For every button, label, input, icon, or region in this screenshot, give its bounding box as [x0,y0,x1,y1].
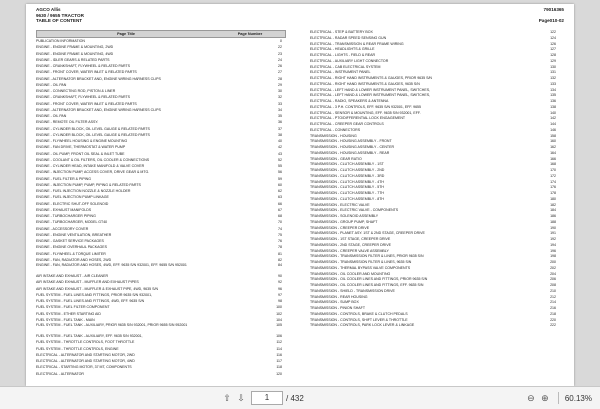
toc-entry-page: 38 [278,132,282,137]
zoom-out-icon[interactable]: ⊖ [527,392,535,403]
toc-entry-page: 191 [550,231,556,236]
toc-entry-page: 190 [550,225,556,230]
toc-entry-page: 131 [550,70,556,75]
toc-entry-title: TRANSMISSION - ELECTRIC VALVE [310,202,370,207]
toc-entry-page: 160 [550,139,556,144]
toc-entry-title: ENGINE - CONNECTING ROD, PISTON & LINER [36,89,116,93]
toc-entry-title: ENGINE - CYLINDER BLOCK, OIL LEVEL GAUGE & RELATED PARTS [36,126,150,131]
toc-entry-page: 68 [278,214,282,218]
toc-entry-title: ENGINE - ACCESSORY COVER [36,226,89,231]
section-title: TABLE OF CONTENT [36,18,83,24]
toc-entry-page: 136 [550,99,556,103]
column-header-number: Page Number [237,32,263,36]
toc-entry-title: TRANSMISSION - REAR HOUSING [310,294,368,299]
toc-entry-page: 188 [550,219,556,224]
header-left [36,7,84,24]
toc-entry-title: TRANSMISSION - PLANET ASY. 1ST & 2ND STAGE, CREEPER DRIVE [310,231,425,236]
toc-entry-page: 196 [550,248,556,253]
toc-entry-title: ENGINE - FLYWHEEL HOUSING & ENGINE MOUNTING [36,139,128,143]
toc-entry-title: ENGINE - ENGINE FRAME & MOUNTING, 4WD [36,51,114,56]
toc-entry-page: 92 [278,280,282,285]
toc-entry-page: 158 [550,133,556,138]
toc-entry-title: TRANSMISSION - TRANSMISSION FILTER & LINES, 9635 S/N [310,260,412,264]
toc-entry-title: ENGINE - TURBOCHARGER, MODEL GT40 [36,220,108,225]
toc-entry-page: 184 [550,208,556,213]
toc-entry-title: AIR INTAKE AND EXHAUST - MUFFLER & EXHAUST PIPE, 4WD, 9635 S/N [36,286,159,291]
toc-entry-title: AIR INTAKE AND EXHAUST - MUFFLER AND EXHAUST PIPES [36,280,139,285]
toc-entry-title: TRANSMISSION - CLUTCH ASSEMBLY - 1ST [310,162,384,167]
toc-entry-title: ENGINE - OIL PAN [36,82,67,87]
toc-entry-title: FUEL SYSTEM - FUEL TANK - AUXILIARY, EFF. 9635 S/N 932001, [36,334,143,338]
toc-entry-page: 0 [280,39,282,43]
toc-entry-page: 33 [278,101,282,106]
toc-entry-title: TRANSMISSION - CLUTCH ASSEMBLY - 7TH [310,191,384,195]
header-right [539,7,564,24]
toc-entry-page: 84 [278,263,282,267]
toc-entry-title: ELECTRICAL - AUXILIARY LIGHT CONNECTOR [310,58,389,63]
toc-entry-title: TRANSMISSION - SHIELD - TRANSMISSION DRIVE [310,288,395,293]
toc-entry-title: ENGINE - FAN DRIVE, THERMOSTAT & WATER PUMP [36,145,126,150]
toc-entry-title: ENGINE - INJECTION PUMP, PUMP, PIPING & RELATED PARTS [36,182,141,187]
toc-entry-title: ENGINE - ALTERNATOR BRACKET AND, ENGINE WIRING HARNESS CLIPS [36,107,161,112]
toc-entry-title: TRANSMISSION - HOUSING ASSEMBLY - REAR [310,150,390,155]
toc-entry-page: 24 [278,57,282,62]
toc-entry-title: ENGINE - ELECTRIC SHUT-OFF SOLENOID [36,201,109,206]
toc-entry-title: ELECTRICAL - STARTING MOTOR, 37 MT, COMPONENTS [36,365,132,370]
toc-entry-title: ELECTRICAL - RIGHT HAND INSTRUMENTS & GAUGES, PRIOR 9635 S/N [310,76,432,80]
toc-entry-page: 40 [278,139,282,143]
toc-entry-page: 192 [550,237,556,241]
toc-entry-page: 98 [278,299,282,303]
toc-entry-title: TRANSMISSION - CREEPER VALVE ASSEMBLY [310,248,389,253]
toc-entry-page: 116 [276,352,282,357]
toc-entry-title: ENGINE - FLYWHEEL & TORQUE LIMITER [36,251,106,256]
toc-entry-title: ENGINE - IDLER GEARS & RELATED PARTS [36,57,110,62]
toc-entry-page: 178 [550,191,556,195]
toc-entry-page: 133 [550,81,556,86]
toc-entry-title: ELECTRICAL - CAB ELECTRICAL SYSTEM [310,64,381,69]
toc-entry-title: TRANSMISSION - CLUTCH ASSEMBLY - 5TH [310,185,384,190]
toc-entry-page: 127 [550,47,556,52]
toc-entry-title: ELECTRICAL - STEP & BATTERY BOX [310,30,373,34]
toc-entry-title: FUEL SYSTEM - FUEL LINES AND FITTINGS, 4WD, EFF. 9635 S/N [36,299,145,303]
toc-entry-title: ENGINE - CRANKSHAFT, FLYWHEEL & RELATED PARTS [36,64,131,68]
toc-entry-page: 220 [550,317,556,322]
toc-row[interactable] [36,263,286,273]
toc-entry-title: TRANSMISSION - GROUP PUMP, SHAFT [310,219,378,224]
toc-entry-page: 102 [276,311,282,316]
toc-entry-title: ELECTRICAL - CREEPER GEAR CONTROLS [310,122,384,126]
toc-entry-title: ELECTRICAL - 3 P.H. CONTROLS, EFF. 9635 S/N 932001, EFF. 9655 [310,104,421,109]
toolbar-divider [558,392,559,404]
toc-entry-page: 214 [550,300,556,305]
toc-entry-page: 105 [276,323,282,327]
pdf-page [26,4,574,386]
toc-entry-page: 28 [278,76,282,81]
toc-entry-page: 174 [550,179,556,184]
toc-entry-page: 170 [550,168,556,172]
toc-entry-title: TRANSMISSION - ELECTRIC VALVE - COMPONENTS [310,208,399,213]
toc-entry-page: 104 [276,317,282,322]
toc-entry-page: 75 [278,232,282,237]
toc-entry-page: 134 [550,87,556,92]
toc-entry-title: ENGINE - ENGINE VENTILATION, BREATHER [36,232,112,237]
toc-entry-title: TRANSMISSION - OIL COOLER AND MOUNTING [310,271,391,276]
toc-entry-title: FUEL SYSTEM - FUEL TANK - MAIN [36,317,95,322]
toc-entry-title: TRANSMISSION - CLUTCH ASSEMBLY - 2ND [310,168,385,172]
toc-entry-title: TRANSMISSION - 1ST STAGE, CREEPER DRIVE [310,237,391,241]
toc-row[interactable] [36,323,286,333]
toc-entry-title: ENGINE - COOLANT & OIL FILTERS, OIL COOLER & CONNECTIONS [36,157,150,162]
toc-entry-page: 142 [550,116,556,121]
toc-entry-page: 128 [550,53,556,57]
toc-entry-page: 198 [550,254,556,259]
page-down-icon[interactable]: ⇩ [237,392,245,403]
toc-entry-title: ELECTRICAL - RADAR SPEED SENSING GUN [310,35,387,40]
toc-entry-page: 76 [278,239,282,243]
toc-entry-page: 106 [276,334,282,338]
toc-entry-title: TRANSMISSION - TRANSMISSION FILTER & LINES, PRIOR 9635 S/N [310,254,424,259]
toc-entry-page: 67 [278,207,282,212]
toc-entry-title: ENGINE - REMOTE OIL FILTER ASSY. [36,120,99,125]
toc-entry-title: ELECTRICAL - ALTERNATOR AND STARTING MOTOR, 2WD [36,352,135,357]
page-total: / 432 [286,393,304,403]
toc-entry-title: FUEL SYSTEM - FUEL FILTER COMPONENT [36,305,110,310]
toc-entry-page: 200 [550,260,556,264]
toc-entry-page: 126 [550,41,556,46]
toc-entry-page: 202 [550,265,556,270]
toc-entry-title: ENGINE - FUEL FILTER & PIPING [36,176,91,181]
toc-entry-title: TRANSMISSION - PINION SHAFT [310,306,365,310]
toc-entry-title: ENGINE - CYLINDER HEAD, INTAKE MANIFOLD & VALVE COVER [36,164,145,168]
toc-entry-title: ENGINE - FAN, RADIATOR AND HOSES, 2WD [36,257,112,262]
toc-entry-title: TRANSMISSION - CREEPER DRIVE [310,225,370,230]
toc-entry-title: ENGINE - FRONT COVER, WATER INLET & RELATED PARTS [36,70,137,75]
toc-entry-title: PUBLICATION INFORMATION [36,39,85,43]
toc-entry-page: 59 [278,176,282,181]
toc-entry-page: 66 [278,201,282,206]
toc-entry-page: 210 [550,288,556,293]
toc-entry-page: 22 [278,45,282,50]
toc-entry-title: ELECTRICAL - TRANSMISSION & REAR FRAME WIRING [310,41,404,46]
toc-row[interactable] [310,323,560,329]
toc-entry-page: 43 [278,151,282,156]
page-up-icon[interactable]: ⇧ [223,392,231,403]
toc-entry-title: ELECTRICAL - LEFT HAND & LOWER INSTRUMENT PANEL, SWITCHES, [310,87,431,92]
toc-row[interactable] [36,371,286,377]
toc-entry-page: 112 [276,340,282,345]
toc-entry-title: TRANSMISSION - CONTROLS, PARK LOCK LEVER & LINKAGE [310,323,415,328]
toc-entry-page: 124 [550,35,556,40]
toc-entry-page: 166 [550,156,556,161]
toc-entry-title: ENGINE - FRONT COVER, WATER INLET & RELATED PARTS [36,101,137,106]
toc-entry-page: 42 [278,145,282,150]
toc-entry-title: ELECTRICAL - ALTERNATOR AND STARTING MOTOR, 4WD [36,359,135,363]
toc-entry-title: ENGINE - FAN, RADIATOR AND HOSES, 4WD, EFF. 9635 S/N 932001, EFF. 9655 S/N 952001 [36,263,187,267]
toc-entry-title: ELECTRICAL - RADIO, SPEAKERS & ANTENNA [310,99,389,103]
toc-entry-page: 162 [550,145,556,149]
toc-entry-page: 216 [550,306,556,310]
toc-left-column [36,30,286,377]
page-number-input[interactable]: 1 [251,391,283,405]
toc-entry-page: 172 [550,173,556,178]
toc-entry-page: 117 [276,359,282,363]
toc-entry-page: 37 [278,126,282,131]
toc-entry-page: 194 [550,242,556,247]
toc-entry-title: ENGINE - OIL PUMP, FRONT OIL SEAL & INLET TUBE [36,151,125,156]
toc-entry-page: 62 [278,189,282,193]
toc-entry-title: ENGINE - ENGINE FRAME & MOUNTING, 2WD [36,45,114,50]
toc-entry-title: ELECTRICAL - CONNECTORS [310,127,361,132]
column-header-title: Page Title [117,32,135,36]
zoom-level[interactable]: 60.13% [564,393,592,403]
toc-entry-page: 140 [550,110,556,115]
toc-entry-page: 218 [550,311,556,316]
toc-right-rows [310,30,560,329]
toc-entry-page: 26 [278,64,282,68]
toc-entry-title: AIR INTAKE AND EXHAUST - AIR CLEANER [36,274,109,278]
toc-entry-page: 168 [550,162,556,167]
toc-entry-title: TRANSMISSION - THERMAL BYPASS VALVE COMPONENTS [310,265,411,270]
toc-entry-page: 74 [278,226,282,231]
toc-entry-page: 204 [550,271,556,276]
toc-entry-title: ENGINE - CRANKSHAFT, FLYWHEEL & RELATED PARTS [36,95,131,100]
toc-entry-page: 135 [550,93,556,98]
toc-entry-title: FUEL SYSTEM - THROTTLE CONTROLS, ENGINE [36,346,119,351]
toc-entry-title: FUEL SYSTEM - THROTTLE CONTROLS, FOOT THROTTLE [36,340,135,345]
toc-entry-title: ENGINE - TURBOCHARGER PIPING [36,214,96,218]
toc-entry-page: 138 [550,104,556,109]
toc-entry-page: 164 [550,150,556,155]
toc-entry-title: ENGINE - INJECTION PUMP, ACCESS COVER, DRIVE GEAR & MTG. [36,170,150,175]
viewer-toolbar [0,386,600,409]
toc-entry-title: TRANSMISSION - HOUSING ASSEMBLY - CENTER [310,145,395,149]
toc-entry-title: TRANSMISSION - OIL COOLER LINES AND FITTINGS, PRIOR 9635 S/N [310,277,428,282]
toc-entry-title: ENGINE - EXHAUST MANIFOLDS [36,207,92,212]
toc-entry-title: ELECTRICAL - LIGHTS - FIELD & REAR [310,53,376,57]
table-header [36,30,286,38]
toc-entry-title: TRANSMISSION - 2ND STAGE, CREEPER DRIVE [310,242,391,247]
toc-entry-page: 132 [550,76,556,80]
toc-entry-page: 118 [276,365,282,370]
toc-entry-page: 146 [550,127,556,132]
toc-left-rows [36,38,286,377]
toc-entry-page: 60 [278,182,282,187]
toc-entry-page: 27 [278,70,282,75]
toc-entry-title: TRANSMISSION - HOUSING ASSEMBLY - FRONT [310,139,392,144]
toc-entry-page: 63 [278,195,282,200]
toc-entry-page: 56 [278,170,282,175]
toc-entry-title: ENGINE - OIL PAN [36,114,67,118]
toc-entry-page: 29 [278,82,282,87]
toc-entry-title: ENGINE - FUEL INJECTION PUMP LINKAGE [36,195,109,200]
toc-entry-title: FUEL SYSTEM - ETHER STARTING AID [36,311,101,316]
model-name: 9630 / 9655 TRACTOR [36,12,84,18]
toc-entry-title: TRANSMISSION - SOLENOID ASSEMBLY [310,214,379,218]
toc-entry-page: 180 [550,196,556,201]
toc-entry-title: TRANSMISSION - CLUTCH ASSEMBLY - 8TH [310,196,384,201]
toc-entry-title: TRANSMISSION - OIL COOLER LINES AND FITTINGS, EFF. 9635 S/N [310,283,424,287]
brand-name: AGCO Allis [36,7,61,12]
doc-number: 79016365 [543,7,564,12]
toc-entry-page: 30 [278,89,282,93]
toc-entry-title: ELECTRICAL - LEFT HAND & LOWER INSTRUMENT PANEL, SWITCHES, [310,93,431,98]
toc-entry-page: 182 [550,202,556,207]
toc-entry-page: 114 [276,346,282,351]
toc-entry-page: 23 [278,51,282,56]
toc-entry-page: 222 [550,323,556,328]
toc-entry-page: 176 [550,185,556,190]
toc-entry-page: 52 [278,157,282,162]
toc-entry-page: 208 [550,283,556,287]
toc-entry-page: 206 [550,277,556,282]
toc-entry-page: 34 [278,107,282,112]
toc-entry-page: 82 [278,257,282,262]
toc-entry-title: ENGINE - ALTERNATOR BRACKET AND, ENGINE WIRING HARNESS CLIPS [36,76,161,81]
toc-entry-title: ENGINE - FUEL INJECTION NOZZLE & NOZZLE HOLDER [36,189,131,193]
page-ref: Page010-02 [538,18,564,24]
toc-entry-title: ENGINE - GASKET SERVICE PACKAGES [36,239,104,243]
toc-entry-page: 36 [278,120,282,125]
toc-entry-page: 78 [278,245,282,250]
toc-entry-title: ELECTRICAL - HEADLIGHTS & GRILLE [310,47,375,52]
toc-entry-page: 90 [278,274,282,278]
toc-entry-title: ENGINE - ENGINE OVERHAUL PACKAGES [36,245,107,250]
toc-entry-title: ELECTRICAL - ALTERNATOR [36,371,84,376]
toc-entry-page: 129 [550,58,556,63]
toc-entry-page: 144 [550,122,556,126]
toc-entry-title: FUEL SYSTEM - FUEL TANK - AUXILIARY, PRIOR 9635 S/N 932001, PRIOR 9655 S/N 952001 [36,323,188,327]
toc-entry-page: 32 [278,95,282,100]
toc-entry-title: TRANSMISSION - HOUSING [310,133,357,138]
toc-entry-title: TRANSMISSION - CONTROLS, BRAKE & CLUTCH PEDALS [310,311,408,316]
toc-entry-page: 70 [278,220,282,225]
toc-entry-page: 96 [278,286,282,291]
toc-entry-title: TRANSMISSION - GEAR RATIO [310,156,362,161]
toc-entry-page: 97 [278,292,282,297]
toc-entry-page: 55 [278,164,282,168]
toc-entry-title: TRANSMISSION - CONTROLS, SHIFT LEVER & THROTTLE [310,317,408,322]
toc-entry-title: TRANSMISSION - SUMP BOX [310,300,359,305]
toc-entry-page: 100 [276,305,282,310]
toc-entry-page: 120 [276,371,282,376]
toc-entry-page: 130 [550,64,556,69]
toc-entry-title: TRANSMISSION - CLUTCH ASSEMBLY - 3RD [310,173,385,178]
toc-entry-title: ELECTRICAL - SENSOR & MOUNTING, EFF. 9635 S/N 932001, EFF. [310,110,421,115]
toc-entry-title: ELECTRICAL - RIGHT HAND INSTRUMENTS & GAUGES, 9635 S/N [310,81,420,86]
toc-right-column [310,30,560,329]
toc-entry-page: 35 [278,114,282,118]
toc-entry-page: 81 [278,251,282,256]
toc-entry-title: ELECTRICAL - INSTRUMENT PANEL [310,70,371,75]
toc-entry-page: 212 [550,294,556,299]
zoom-in-icon[interactable]: ⊕ [541,392,549,403]
toc-entry-title: FUEL SYSTEM - FUEL LINES AND FITTINGS, PRIOR 9635 S/N 932001, [36,292,153,297]
toc-entry-title: ENGINE - CYLINDER BLOCK, OIL LEVEL GAUGE & RELATED PARTS [36,132,150,137]
toc-entry-title: ELECTRICAL - PTO/DIFFERENTIAL LOCK ENGAGEMENT [310,116,406,121]
toc-entry-title: TRANSMISSION - CLUTCH ASSEMBLY - 4TH [310,179,384,184]
toc-entry-page: 122 [550,30,556,34]
toc-entry-page: 186 [550,214,556,218]
